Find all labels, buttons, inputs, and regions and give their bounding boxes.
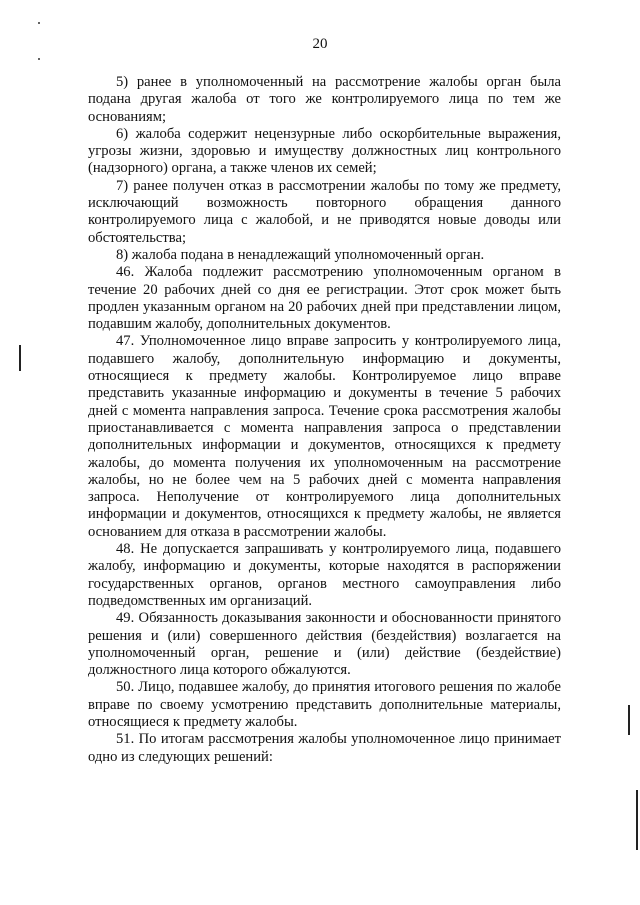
paragraph-48: 48. Не допускается запрашивать у контролируемого лица, подавшего жалобу, информацию и документы, которые находятся в распоряжении государственных органов, органов местного самоуправления либо подведомственных им организаций. (88, 541, 561, 609)
scan-edge-mark (19, 345, 21, 371)
scan-edge-mark (628, 705, 630, 735)
paragraph-51: 51. По итогам рассмотрения жалобы уполномоченное лицо принимает одно из следующих решений: (88, 731, 561, 765)
scan-mark (38, 58, 40, 60)
scan-edge-mark (636, 790, 638, 850)
paragraph-item-8: 8) жалоба подана в ненадлежащий уполномоченный орган. (116, 246, 485, 263)
paragraph-50: 50. Лицо, подавшее жалобу, до принятия итогового решения по жалобе вправе по своему усмотрению представить дополнительные материалы, относящиеся к предмету жалобы. (88, 679, 561, 730)
document-body (88, 74, 561, 766)
scan-mark (38, 22, 40, 24)
paragraph-46: 46. Жалоба подлежит рассмотрению уполномоченным органом в течение 20 рабочих дней со дня ее регистрации. Этот срок может быть продлен указанным органом на 20 рабочих дней при представлении лицом, подавшим жалобу, дополнительных документов. (88, 264, 561, 333)
paragraph-49: 49. Обязанность доказывания законности и обоснованности принятого решения и (или) совершенного действия (бездействия) возлагается на уполномоченный орган, решение и (или) действие (бездействие) должностного лица которого обжалуются. (88, 610, 561, 679)
paragraph-item-5: 5) ранее в уполномоченный на рассмотрение жалобы орган была подана другая жалоба от того же контролируемого лица по тем же основаниям; (88, 74, 561, 125)
page-number: 20 (312, 36, 328, 52)
paragraph-item-6: 6) жалоба содержит нецензурные либо оскорбительные выражения, угрозы жизни, здоровью и имуществу должностных лиц контрольного (надзорного) органа, а также членов их семей; (88, 125, 561, 177)
paragraph-47: 47. Уполномоченное лицо вправе запросить у контролируемого лица, подавшего жалобу, дополнительную информацию и документы, относящиеся к предмету жалобы. Контролируемое лицо вправе представить указанные информацию и документы в течение 5 рабочих дней с момента направления запроса. Течение срока рассмотрения жалобы приостанавливается с момента направления запроса о представлении дополнительных информации и документов, относящихся к предмету жалобы, до момента получения их уполномоченным на рассмотрение жалобы, но не более чем на 5 рабочих дней с момента направления запроса. Неполучение от контролируемого лица дополнительных информации и документов, относящихся к предмету жалобы, не является основанием для отказа в рассмотрении жалобы. (88, 333, 561, 540)
paragraph-item-7: 7) ранее получен отказ в рассмотрении жалобы по тому же предмету, исключающий возможность повторного обращения данного контролируемого лица с жалобой, и не приводятся новые доводы или обстоятельства; (88, 177, 561, 246)
